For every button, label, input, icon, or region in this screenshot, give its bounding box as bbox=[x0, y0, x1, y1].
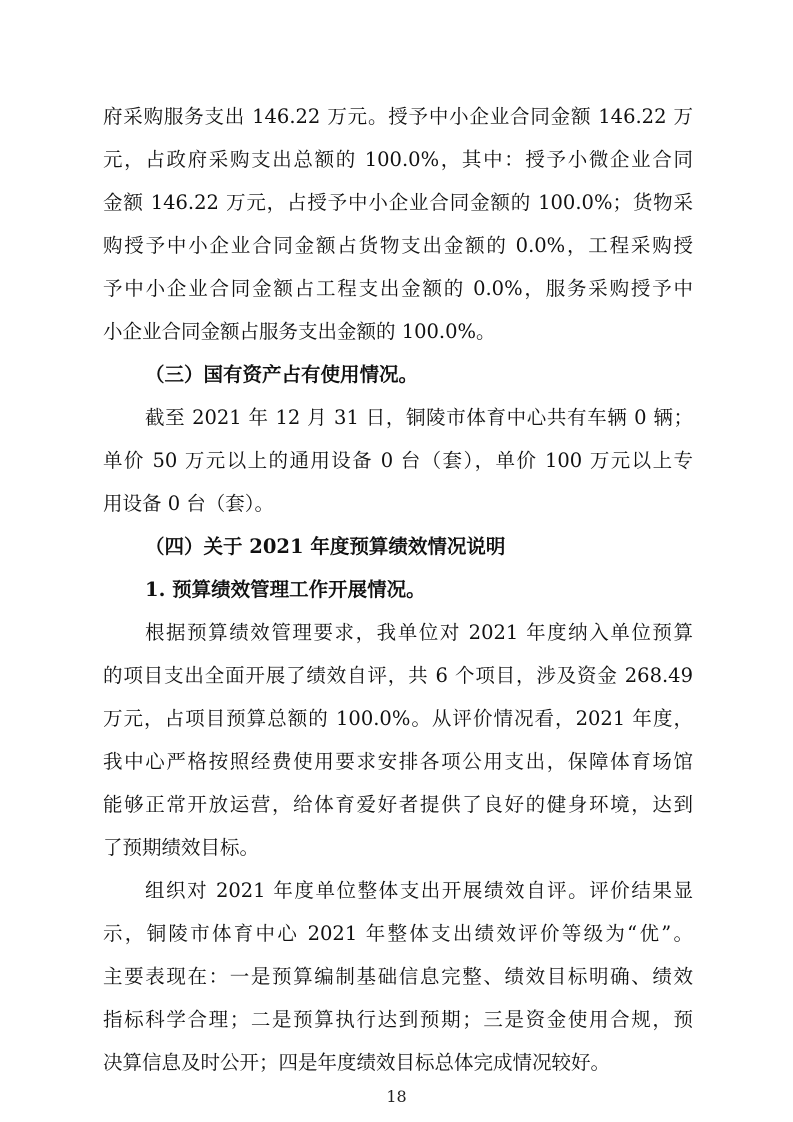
text-line: 截至 2021 年 12 月 31 日，铜陵市体育中心共有车辆 0 辆； bbox=[145, 406, 693, 429]
text-line: 金额 146.22 万元，占授予中小企业合同金额的 100.0%；货物采 bbox=[103, 191, 693, 214]
text-line: 府采购服务支出 146.22 万元。授予中小企业合同金额 146.22 万 bbox=[103, 105, 693, 128]
text-line: 小企业合同金额占服务支出金额的 100.0%。 bbox=[103, 320, 496, 343]
text-line: 用设备 0 台（套）。 bbox=[103, 492, 275, 515]
page-number: 18 bbox=[386, 1087, 407, 1106]
text-line: 购授予中小企业合同金额占货物支出金额的 0.0%，工程采购授 bbox=[103, 234, 693, 257]
text-line: 组织对 2021 年度单位整体支出开展绩效自评。评价结果显 bbox=[145, 879, 693, 902]
text-line: 了预期绩效目标。 bbox=[103, 836, 260, 859]
text-line: 万元，占项目预算总额的 100.0%。从评价情况看，2021 年度， bbox=[103, 707, 693, 730]
text-line: 能够正常开放运营，给体育爱好者提供了良好的健身环境，达到 bbox=[103, 793, 693, 816]
subsection-heading: 1. 预算绩效管理工作开展情况。 bbox=[145, 578, 426, 601]
section-heading: （四）关于 2021 年度预算绩效情况说明 bbox=[145, 535, 506, 558]
section-heading: （三）国有资产占有使用情况。 bbox=[145, 363, 419, 386]
text-line: 主要表现在：一是预算编制基础信息完整、绩效目标明确、绩效 bbox=[103, 965, 693, 988]
text-line: 我中心严格按照经费使用要求安排各项公用支出，保障体育场馆 bbox=[103, 750, 693, 773]
text-line: 的项目支出全面开展了绩效自评，共 6 个项目，涉及资金 268.49 bbox=[103, 664, 693, 687]
text-line: 决算信息及时公开；四是年度绩效目标总体完成情况较好。 bbox=[103, 1051, 611, 1074]
text-line: 指标科学合理；二是预算执行达到预期；三是资金使用合规，预 bbox=[103, 1008, 693, 1031]
text-line: 予中小企业合同金额占工程支出金额的 0.0%，服务采购授予中 bbox=[103, 277, 693, 300]
text-line: 单价 50 万元以上的通用设备 0 台（套），单价 100 万元以上专 bbox=[103, 449, 693, 472]
text-line: 示，铜陵市体育中心 2021 年整体支出绩效评价等级为“优”。 bbox=[103, 922, 693, 945]
text-line: 根据预算绩效管理要求，我单位对 2021 年度纳入单位预算 bbox=[145, 621, 693, 644]
text-line: 元，占政府采购支出总额的 100.0%，其中：授予小微企业合同 bbox=[103, 148, 693, 171]
